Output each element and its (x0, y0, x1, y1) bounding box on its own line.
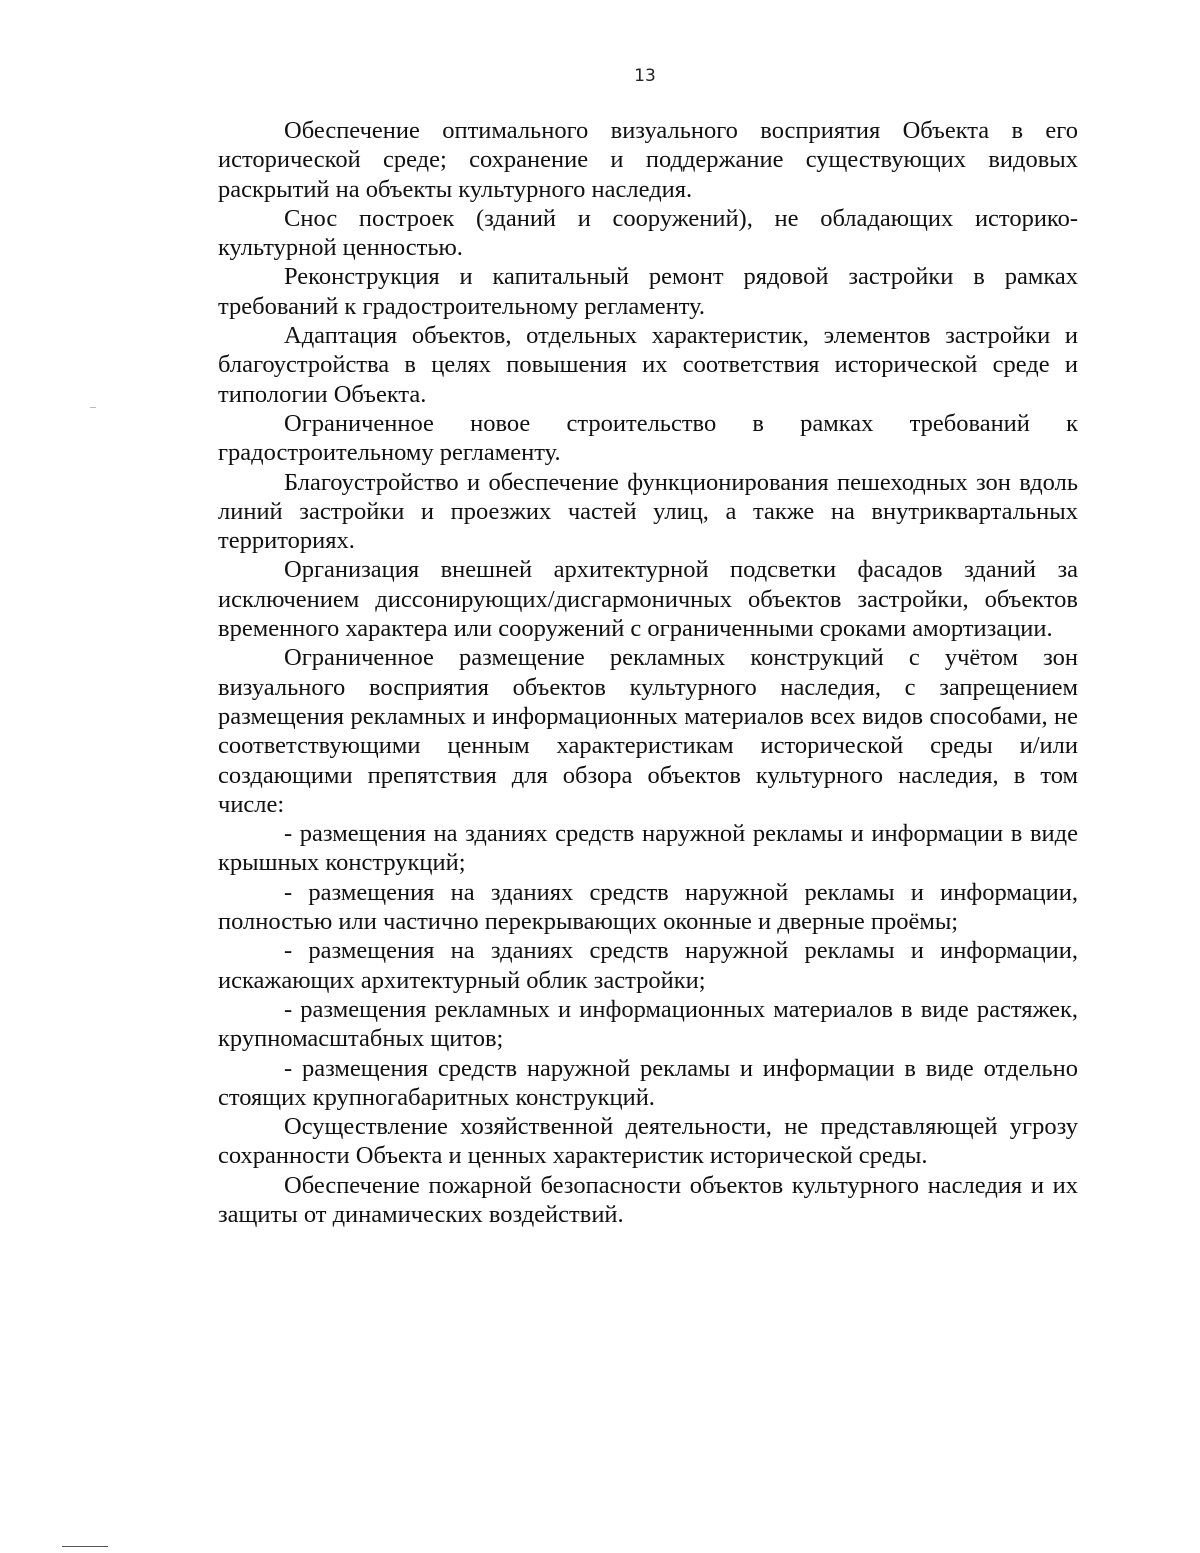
paragraph-demolition: Снос построек (зданий и сооружений), не обладающих историко-культурной ценностью. (218, 204, 1078, 262)
scan-artifact-mark (90, 407, 96, 408)
list-item-banners: - размещения рекламных и информационных материалов в виде растяжек, крупномасштабных щитов; (218, 995, 1078, 1053)
document-body (218, 116, 1078, 1229)
paragraph-fire-safety: Обеспечение пожарной безопасности объектов культурного наследия и их защиты от динамических воздействий. (218, 1171, 1078, 1228)
paragraph-economic-activity: Осуществление хозяйственной деятельности, не представляющей угрозу сохранности Объекта и ценных характеристик исторической среды. (218, 1113, 1078, 1170)
paragraph-advertising: Ограниченное размещение рекламных конструкций с учётом зон визуального восприятия объектов культурного наследия, с запрещением размещения рекламных и информационных материалов всех видов способами, не соответствующими ценным характеристикам исторической среды и/или создающими препятствия для обзора объектов культурного наследия, в том числе: (218, 644, 1078, 818)
paragraph-reconstruction: Реконструкция и капитальный ремонт рядовой застройки в рамках требований к градостроительному регламенту. (218, 263, 1078, 320)
paragraph-landscaping: Благоустройство и обеспечение функционирования пешеходных зон вдоль линий застройки и проезжих частей улиц, а также на внутриквартальных территориях. (218, 468, 1078, 555)
list-item-window-overlap: - размещения на зданиях средств наружной рекламы и информации, полностью или частично перекрывающих оконные и дверные проёмы; (218, 878, 1078, 936)
page-number: 13 (634, 66, 656, 86)
list-item-freestanding-structures: - размещения средств наружной рекламы и информации в виде отдельно стоящих крупногабаритных конструкций. (218, 1054, 1078, 1111)
paragraph-visual-perception: Обеспечение оптимального визуального восприятия Объекта в его исторической среде; сохранение и поддержание существующих видовых раскрытий на объекты культурного наследия. (218, 117, 1078, 203)
paragraph-adaptation: Адаптация объектов, отдельных характеристик, элементов застройки и благоустройства в целях повышения их соответствия исторической среде и типологии Объекта. (218, 322, 1078, 408)
scan-artifact-line (62, 1546, 108, 1547)
list-item-roof-structures: - размещения на зданиях средств наружной рекламы и информации в виде крышных конструкций; (218, 820, 1078, 877)
list-item-distorting-appearance: - размещения на зданиях средств наружной рекламы и информации, искажающих архитектурный облик застройки; (218, 937, 1078, 994)
paragraph-facade-lighting: Организация внешней архитектурной подсветки фасадов зданий за исключением диссонирующих/дисгармоничных объектов застройки, объектов временного характера или сооружений с ограниченными сроками амортизации. (218, 556, 1078, 643)
paragraph-new-construction: Ограниченное новое строительство в рамках требований к градостроительному регламенту. (218, 409, 1078, 467)
